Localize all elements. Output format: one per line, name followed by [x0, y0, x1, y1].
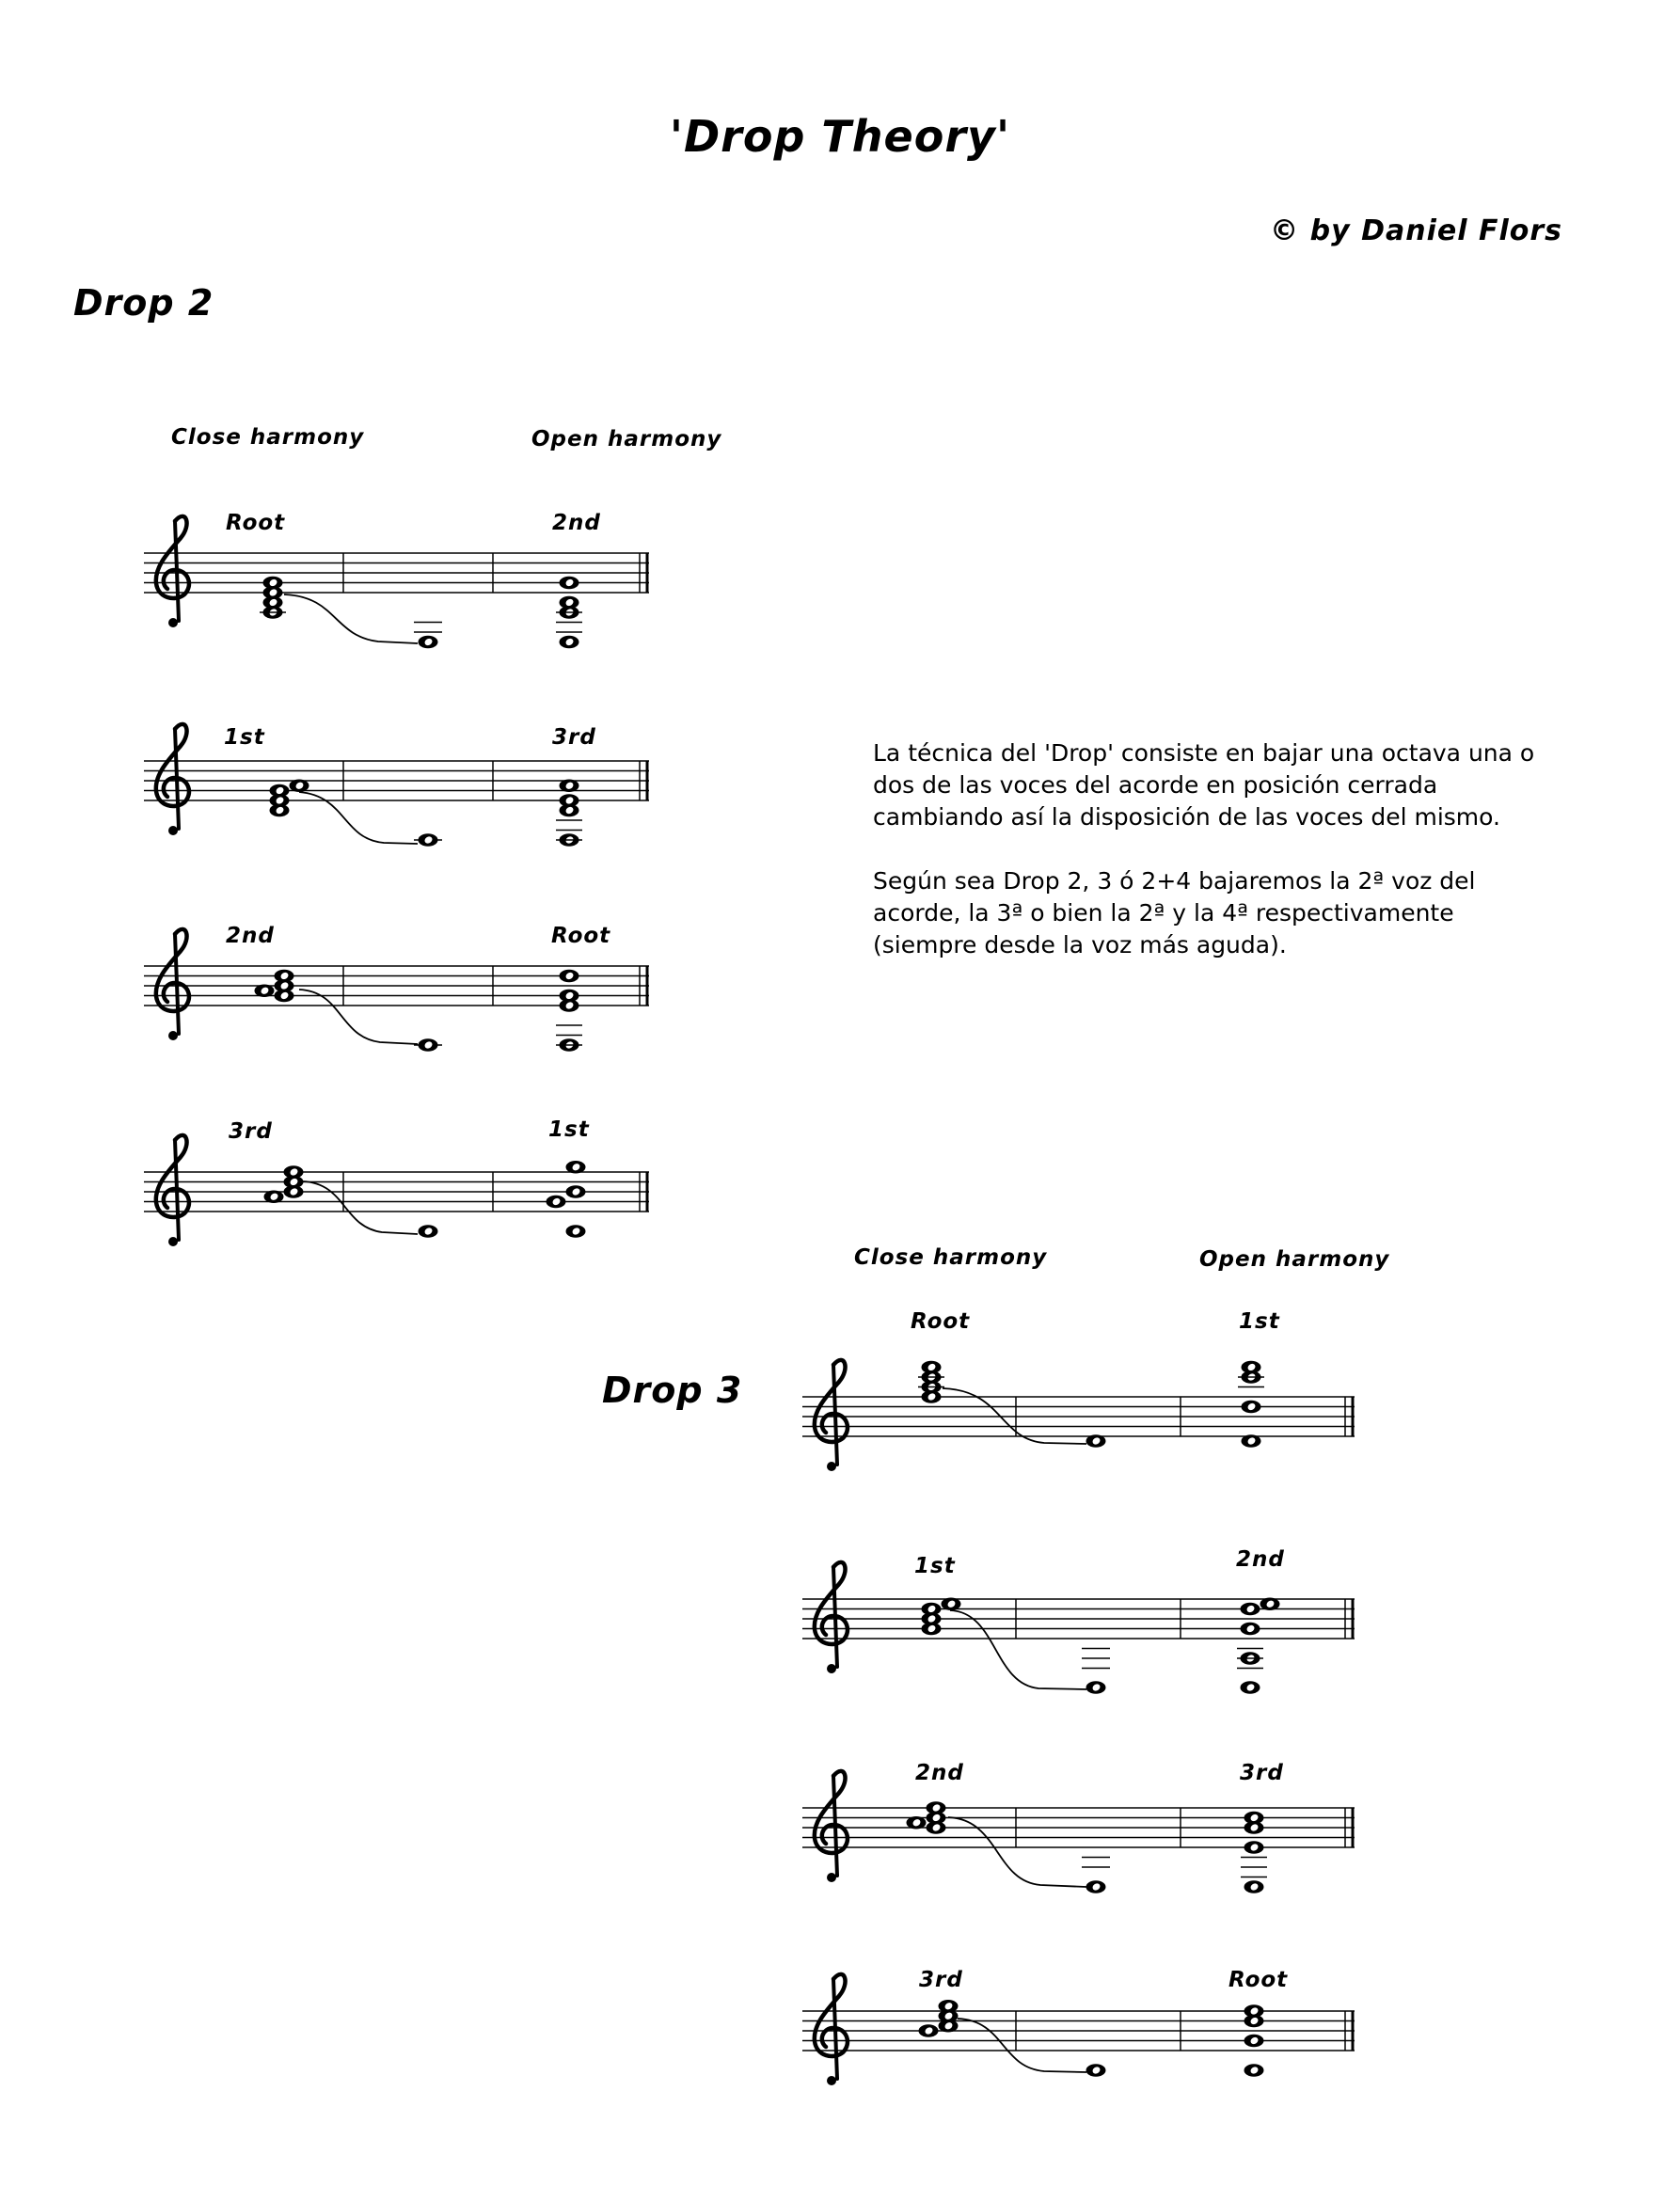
drop3-row3-open-label: 3rd: [1240, 1761, 1284, 1785]
drop3-close-harmony-label: Close harmony: [854, 1245, 1048, 1270]
drop2-row1-open-label: 2nd: [552, 511, 601, 535]
drop2-row4-open-label: 1st: [548, 1117, 590, 1142]
treble-clef-icon: [156, 929, 189, 1040]
drop3-staff-2: [802, 1562, 1355, 1694]
drop3-row3-close-label: 2nd: [915, 1761, 964, 1785]
treble-clef-icon: [815, 1974, 848, 2085]
drop2-row1-close-label: Root: [226, 511, 286, 535]
treble-clef-icon: [156, 724, 189, 835]
drop2-open-harmony-label: Open harmony: [531, 427, 722, 451]
drop2-row3-dropped-note: [414, 1038, 442, 1052]
treble-clef-icon: [815, 1360, 848, 1471]
drop3-heading: Drop 3: [602, 1370, 743, 1411]
drop2-row1-open-chord: [556, 577, 582, 649]
drop3-row2-close-chord: [922, 1597, 961, 1635]
drop2-row3-open-chord: [556, 970, 582, 1052]
drop2-row2-dropped-note: [414, 833, 442, 847]
drop3-row2-open-chord: [1237, 1597, 1280, 1693]
drop3-staff-3: [802, 1771, 1355, 1893]
drop3-row4-close-chord: [919, 2000, 959, 2037]
drop2-staff-3: [144, 929, 649, 1052]
copyright-notice: © by Daniel Flors: [1270, 214, 1562, 247]
drop3-row2-dropped-note: [1082, 1649, 1110, 1694]
drop2-staff-2: [144, 724, 649, 847]
drop2-row2-close-label: 1st: [224, 725, 265, 750]
drop3-row3-dropped-note: [1082, 1858, 1110, 1893]
drop3-row2-open-label: 2nd: [1236, 1547, 1285, 1572]
drop2-row4-close-chord: [264, 1165, 304, 1203]
drop3-row3-open-chord: [1241, 1812, 1267, 1893]
treble-clef-icon: [815, 1771, 848, 1882]
drop3-staff-1: [802, 1360, 1355, 1471]
treble-clef-icon: [156, 516, 189, 627]
drop3-row2-drop-tie: [950, 1610, 1086, 1689]
drop3-row4-open-chord: [1244, 2004, 1264, 2077]
drop3-row1-close-label: Root: [911, 1309, 971, 1334]
drop2-row1-close-chord: [260, 577, 286, 619]
drop3-row1-open-chord: [1238, 1361, 1264, 1448]
drop3-row1-dropped-note: [1086, 1434, 1106, 1448]
drop2-staff-4: [144, 1135, 649, 1246]
drop3-row3-close-chord: [907, 1801, 946, 1834]
drop2-staff-1: [144, 516, 649, 648]
drop3-row1-close-chord: [918, 1361, 944, 1403]
drop2-row4-drop-tie: [303, 1181, 418, 1234]
drop2-row3-open-label: Root: [551, 924, 611, 948]
drop3-row4-dropped-note: [1086, 2064, 1106, 2077]
drop2-row2-close-chord: [270, 779, 309, 816]
drop3-row4-open-label: Root: [1228, 1968, 1289, 1992]
drop3-open-harmony-label: Open harmony: [1199, 1247, 1390, 1272]
treble-clef-icon: [156, 1135, 189, 1246]
description-paragraph-1: La técnica del 'Drop' consiste en bajar una octava una o dos de las voces del acorde en posición cerrada cambiando así la disposición de las voces del mismo.: [873, 739, 1535, 831]
drop2-row2-open-chord: [556, 779, 582, 846]
description-paragraph-2: Según sea Drop 2, 3 ó 2+4 bajaremos la 2ª voz del acorde, la 3ª o bien la 2ª y la 4ª respectivamente (siempre desde la voz más aguda).: [873, 867, 1476, 958]
drop3-row2-close-label: 1st: [914, 1554, 956, 1578]
treble-clef-icon: [815, 1562, 848, 1673]
drop2-close-harmony-label: Close harmony: [171, 425, 365, 450]
drop2-row3-drop-tie: [299, 990, 418, 1044]
drop2-heading: Drop 2: [73, 282, 214, 324]
drop2-row4-dropped-note: [419, 1225, 438, 1238]
drop3-row1-open-label: 1st: [1239, 1309, 1280, 1334]
drop2-row2-open-label: 3rd: [552, 725, 596, 750]
drop2-row3-close-label: 2nd: [226, 924, 275, 948]
drop3-row4-close-label: 3rd: [919, 1968, 963, 1992]
drop2-row4-close-label: 3rd: [229, 1119, 273, 1144]
drop3-staff-4: [802, 1974, 1355, 2085]
page-title: 'Drop Theory': [669, 111, 1011, 162]
drop3-row4-drop-tie: [958, 2019, 1086, 2072]
drop2-row3-close-chord: [255, 970, 294, 1003]
drop2-row1-drop-tie: [284, 594, 418, 643]
drop2-row1-dropped-note: [414, 623, 442, 649]
